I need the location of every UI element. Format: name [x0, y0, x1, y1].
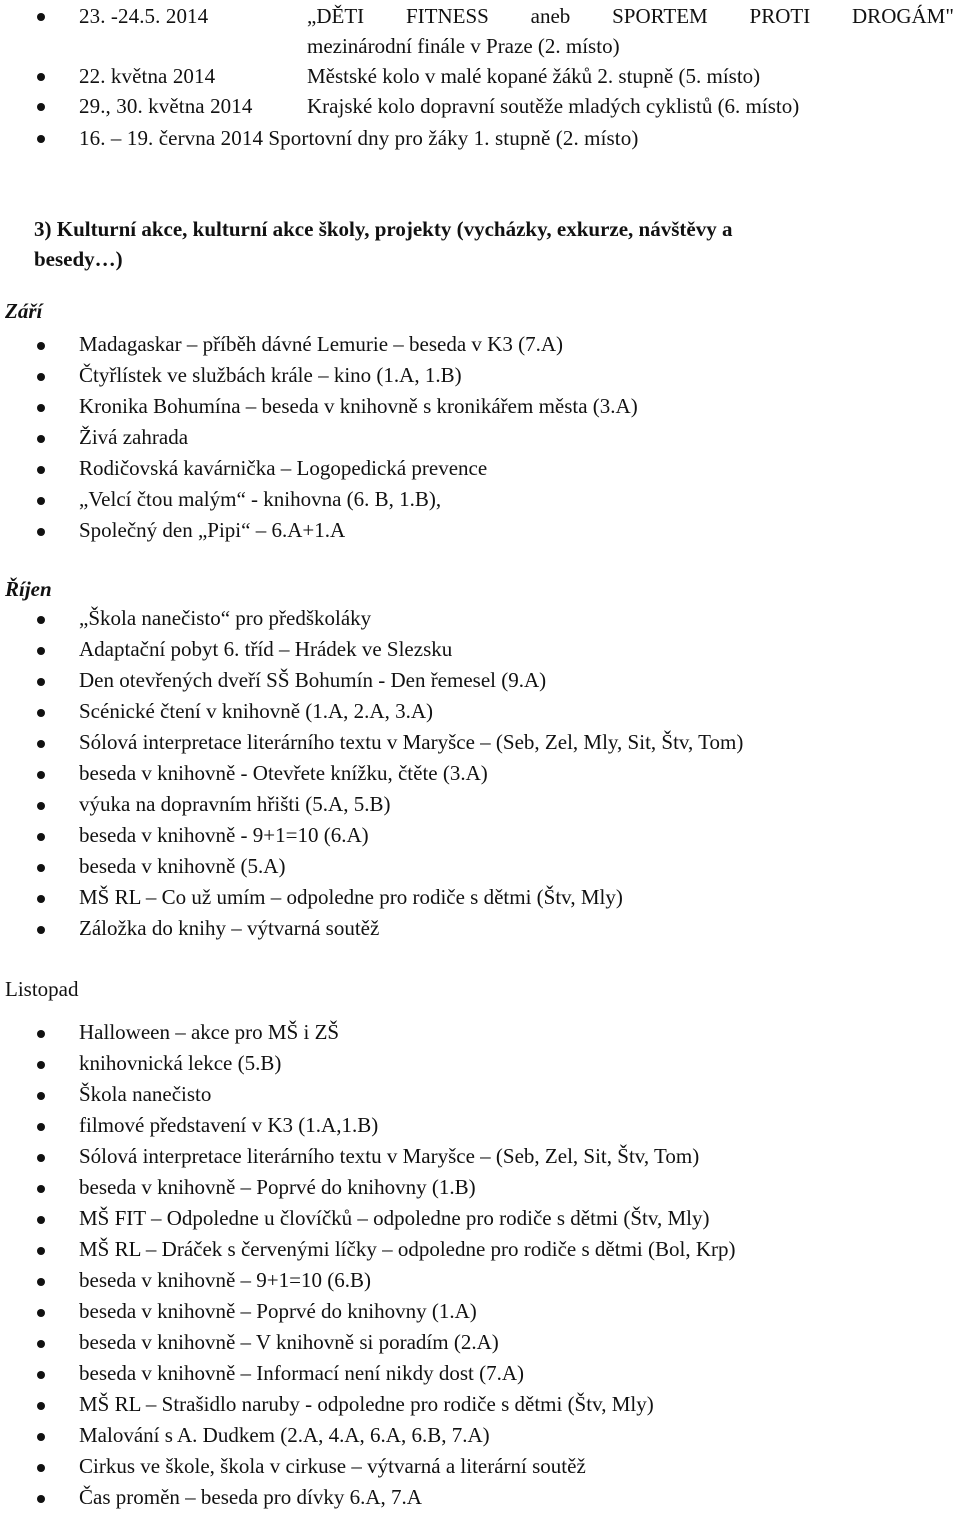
list-item	[0, 792, 960, 823]
list-item-text: Čtyřlístek ve službách krále – kino (1.A, 1.B)	[79, 363, 462, 387]
list-item	[0, 854, 960, 885]
bullet	[37, 895, 45, 903]
bullet	[37, 1154, 45, 1162]
list-item	[0, 487, 960, 518]
event-text: Městské kolo v malé kopané žáků 2. stupně (5. místo)	[307, 64, 761, 88]
list-item-text: MŠ RL – Co už umím – odpoledne pro rodiče s dětmi (Štv, Mly)	[79, 885, 623, 909]
list-item-text: MŠ RL – Strašidlo naruby - odpoledne pro rodiče s dětmi (Štv, Mly)	[79, 1392, 654, 1416]
list-item	[0, 668, 960, 699]
list-item	[0, 637, 960, 668]
list-item-text: beseda v knihovně – Poprvé do knihovny (1.A)	[79, 1299, 477, 1323]
list-item-text: Scénické čtení v knihovně (1.A, 2.A, 3.A)	[79, 699, 433, 723]
list-item-text: výuka na dopravním hřišti (5.A, 5.B)	[79, 792, 391, 816]
list-item-text: Rodičovská kavárnička – Logopedická prevence	[79, 456, 488, 480]
bullet	[37, 709, 45, 717]
bullet	[37, 678, 45, 686]
list-item	[0, 64, 960, 94]
list-item	[0, 1268, 960, 1299]
list-item	[0, 885, 960, 916]
event-text: mezinárodní finále v Praze (2. místo)	[307, 34, 620, 58]
list-item-text: Záložka do knihy – výtvarná soutěž	[79, 916, 380, 940]
list-item	[0, 1361, 960, 1392]
list-item-text: „Škola nanečisto“ pro předškoláky	[79, 606, 372, 630]
bullet	[37, 1247, 45, 1255]
list-item-text: Madagaskar – příběh dávné Lemurie – beseda v K3 (7.A)	[79, 332, 563, 356]
list-item	[0, 1051, 960, 1082]
list-item-text: MŠ RL – Dráček s červenými líčky – odpoledne pro rodiče s dětmi (Bol, Krp)	[79, 1237, 736, 1261]
list-item	[0, 1454, 960, 1485]
list-item	[0, 1392, 960, 1423]
event-date: 29., 30. května 2014	[79, 94, 253, 118]
list-item-text: „Velcí čtou malým“ - knihovna (6. B, 1.B),	[79, 487, 442, 511]
bullet	[37, 833, 45, 841]
list-item-text: Společný den „Pipi“ – 6.A+1.A	[79, 518, 346, 542]
bullet	[37, 616, 45, 624]
bullet	[37, 466, 45, 474]
list-item-text: Den otevřených dveří SŠ Bohumín - Den řemesel (9.A)	[79, 668, 547, 692]
list-item	[0, 699, 960, 730]
list-item	[0, 1113, 960, 1144]
list-item	[0, 916, 960, 947]
list-item	[0, 606, 960, 637]
list-item-text: beseda v knihovně (5.A)	[79, 854, 286, 878]
event-text: Krajské kolo dopravní soutěže mladých cyklistů (6. místo)	[307, 94, 800, 118]
bullet	[37, 13, 45, 21]
list-item	[0, 126, 960, 156]
bullet	[37, 1061, 45, 1069]
event-date: 23. -24.5. 2014	[79, 4, 209, 28]
list-item	[0, 761, 960, 792]
list-item	[0, 1082, 960, 1113]
list-item	[0, 94, 960, 124]
list-item-text: beseda v knihovně – Informací není nikdy dost (7.A)	[79, 1361, 524, 1385]
list-item-text: Cirkus ve škole, škola v cirkuse – výtvarná a literární soutěž	[79, 1454, 586, 1478]
bullet	[37, 1185, 45, 1193]
bullet	[37, 1278, 45, 1286]
list-item	[0, 1423, 960, 1454]
list-item	[0, 518, 960, 549]
bullet	[37, 1216, 45, 1224]
bullet	[37, 1340, 45, 1348]
month-heading-rijen: Říjen	[5, 577, 52, 601]
list-item	[0, 1020, 960, 1051]
month-heading-listopad: Listopad	[5, 977, 79, 1001]
bullet	[37, 802, 45, 810]
list-item	[0, 394, 960, 425]
list-item-text: MŠ FIT – Odpoledne u človíčků – odpoledne pro rodiče s dětmi (Štv, Mly)	[79, 1206, 710, 1230]
bullet	[37, 103, 45, 111]
bullet	[37, 528, 45, 536]
list-item-text: beseda v knihovně – Poprvé do knihovny (1.B)	[79, 1175, 476, 1199]
list-item-text: Čas proměn – beseda pro dívky 6.A, 7.A	[79, 1485, 422, 1509]
bullet	[37, 771, 45, 779]
list-item-text: Halloween – akce pro MŠ i ZŠ	[79, 1020, 340, 1044]
list-item	[0, 363, 960, 394]
list-item	[0, 1206, 960, 1237]
list-item-text: Kronika Bohumína – beseda v knihovně s kronikářem města (3.A)	[79, 394, 638, 418]
list-item	[0, 1175, 960, 1206]
list-item	[0, 823, 960, 854]
bullet	[37, 135, 45, 143]
bullet	[37, 740, 45, 748]
bullet	[37, 497, 45, 505]
bullet	[37, 73, 45, 81]
event-text: 16. – 19. června 2014 Sportovní dny pro žáky 1. stupně (2. místo)	[79, 126, 639, 150]
list-item	[0, 1485, 960, 1516]
bullet	[37, 435, 45, 443]
list-item	[0, 332, 960, 363]
list-item-text: Sólová interpretace literárního textu v Maryšce – (Seb, Zel, Sit, Štv, Tom)	[79, 1144, 700, 1168]
event-date: 22. května 2014	[79, 64, 216, 88]
list-item	[0, 425, 960, 456]
list-item	[0, 1237, 960, 1268]
bullet	[37, 1464, 45, 1472]
list-item-text: Sólová interpretace literárního textu v Maryšce – (Seb, Zel, Mly, Sit, Štv, Tom)	[79, 730, 744, 754]
bullet	[37, 1371, 45, 1379]
list-item-text: Živá zahrada	[79, 425, 189, 449]
list-item	[0, 456, 960, 487]
bullet	[37, 864, 45, 872]
list-item-text: beseda v knihovně - 9+1=10 (6.A)	[79, 823, 369, 847]
bullet	[37, 1402, 45, 1410]
list-item-text: Adaptační pobyt 6. tříd – Hrádek ve Slezsku	[79, 637, 453, 661]
bullet	[37, 1495, 45, 1503]
bullet	[37, 1030, 45, 1038]
list-item-text: filmové představení v K3 (1.A,1.B)	[79, 1113, 379, 1137]
list-item	[0, 730, 960, 761]
bullet	[37, 404, 45, 412]
event-text: „DĚTI FITNESS aneb SPORTEM PROTI DROGÁM"	[307, 4, 954, 28]
bullet	[37, 1433, 45, 1441]
bullet	[37, 926, 45, 934]
list-item-continuation	[0, 34, 960, 64]
bullet	[37, 1092, 45, 1100]
list-item-text: beseda v knihovně – V knihovně si poradím (2.A)	[79, 1330, 499, 1354]
bullet	[37, 342, 45, 350]
list-item	[0, 1330, 960, 1361]
month-heading-zari: Září	[5, 299, 43, 323]
list-item	[0, 1299, 960, 1330]
list-item-text: Škola nanečisto	[79, 1082, 212, 1106]
section-heading: 3) Kulturní akce, kulturní akce školy, projekty (vycházky, exkurze, návštěvy a besedy…)	[34, 217, 733, 271]
bullet	[37, 1309, 45, 1317]
list-item-text: knihovnická lekce (5.B)	[79, 1051, 282, 1075]
bullet	[37, 647, 45, 655]
list-item-text: beseda v knihovně – 9+1=10 (6.B)	[79, 1268, 371, 1292]
list-item-text: Malování s A. Dudkem (2.A, 4.A, 6.A, 6.B, 7.A)	[79, 1423, 490, 1447]
bullet	[37, 1123, 45, 1131]
list-item	[0, 4, 960, 34]
list-item	[0, 1144, 960, 1175]
bullet	[37, 373, 45, 381]
list-item-text: beseda v knihovně - Otevřete knížku, čtěte (3.A)	[79, 761, 488, 785]
